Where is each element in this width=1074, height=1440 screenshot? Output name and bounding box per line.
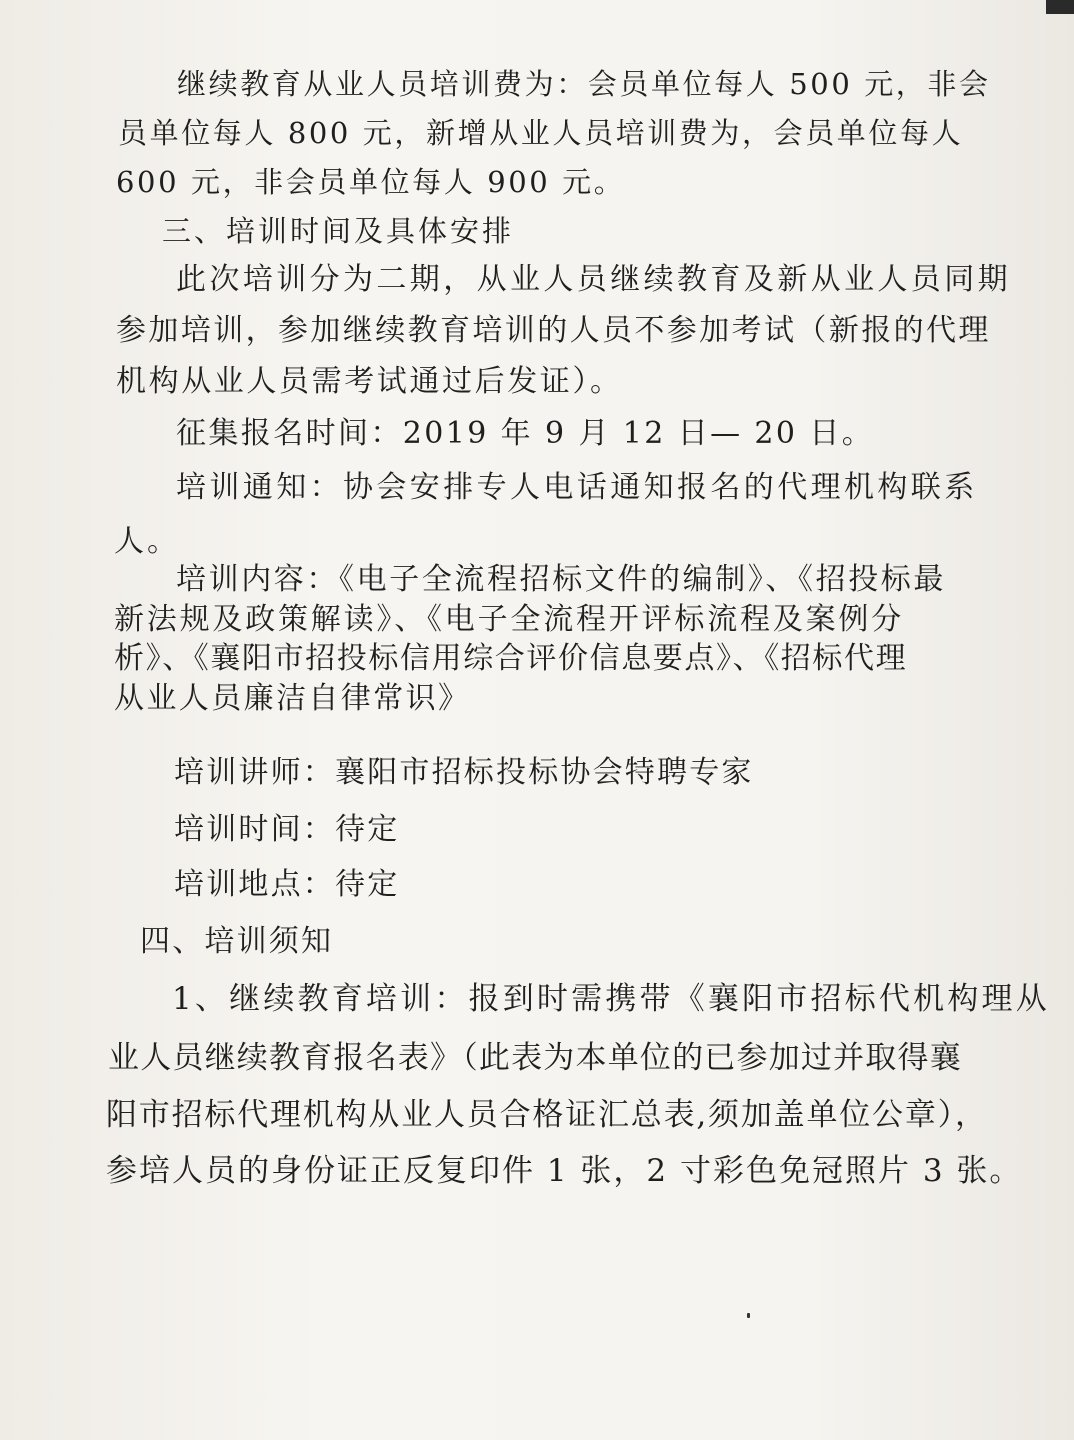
fees-line-3: 600 元，非会员单位每人 900 元。 xyxy=(116,165,626,199)
registration-time: 征集报名时间：2019 年 9 月 12 日— 20 日。 xyxy=(176,416,875,451)
phases-line-2: 参加培训，参加继续教育培训的人员不参加考试（新报的代理 xyxy=(116,313,991,348)
scan-speck xyxy=(747,1313,750,1318)
trainer: 培训讲师：襄阳市招标投标协会特聘专家 xyxy=(174,755,754,790)
training-notice-line-1: 培训通知：协会安排专人电话通知报名的代理机构联系 xyxy=(176,470,978,505)
training-time: 培训时间：待定 xyxy=(174,812,400,847)
phases-line-1: 此次培训分为二期，从业人员继续教育及新从业人员同期 xyxy=(176,262,1011,297)
fees-line-1: 继续教育从业人员培训费为：会员单位每人 500 元，非会 xyxy=(177,67,991,101)
phases-line-3: 机构从业人员需考试通过后发证）。 xyxy=(116,364,623,399)
scan-corner-mark xyxy=(1046,0,1074,14)
training-content-line-1: 培训内容：《电子全流程招标文件的编制》、《招投标最 xyxy=(176,562,946,597)
section-four-heading: 四、培训须知 xyxy=(140,924,334,959)
training-content-line-4: 从业人员廉洁自律常识》 xyxy=(114,681,471,716)
notice-item-1-line-3: 阳市招标代理机构从业人员合格证汇总表,须加盖单位公章）， xyxy=(106,1097,988,1133)
notice-item-1-line-2: 业人员继续教育报名表》（此表为本单位的已参加过并取得襄 xyxy=(108,1040,962,1076)
fees-line-2: 员单位每人 800 元，新增从业人员培训费为，会员单位每人 xyxy=(118,116,964,150)
section-three-heading: 三、培训时间及具体安排 xyxy=(162,214,515,248)
notice-item-1-line-1: 1、继续教育培训：报到时需携带《襄阳市招标代机构理从 xyxy=(172,981,1050,1017)
training-content-line-3: 析》、《襄阳市招投标信用综合评价信息要点》、《招标代理 xyxy=(114,641,908,676)
training-location: 培训地点：待定 xyxy=(174,867,400,902)
notice-item-1-line-4: 参培人员的身份证正反复印件 1 张，2 寸彩色免冠照片 3 张。 xyxy=(106,1153,1023,1189)
training-content-line-2: 新法规及政策解读》、《电子全流程开评标流程及案例分 xyxy=(114,602,904,637)
training-notice-line-2: 人。 xyxy=(114,524,180,559)
